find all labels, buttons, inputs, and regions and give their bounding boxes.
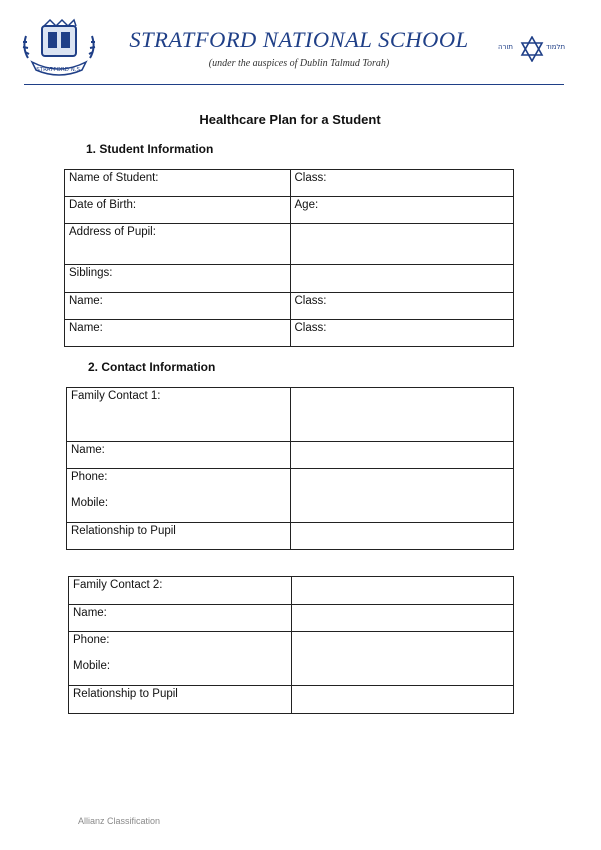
form-field-label[interactable]: Siblings: [65, 265, 291, 293]
hebrew-right-text: תלמוד [546, 43, 566, 51]
table-row [69, 632, 514, 686]
table-row [67, 388, 514, 442]
form-field-label[interactable]: Name: [69, 605, 292, 632]
form-field-label[interactable]: Date of Birth: [65, 197, 291, 224]
form-field-label[interactable]: Address of Pupil: [65, 224, 291, 265]
form-field-label[interactable]: Class: [290, 320, 514, 347]
form-field-value[interactable] [290, 388, 513, 442]
hebrew-left-text: תורה [498, 43, 514, 51]
table-row [67, 442, 514, 469]
table-row [65, 197, 514, 224]
form-field-value[interactable] [290, 523, 513, 550]
hebrew-emblem [498, 36, 568, 62]
school-subtitle: (under the auspices of Dublin Talmud Torah) [208, 58, 390, 69]
student-information-table [64, 169, 514, 347]
table-row [65, 293, 514, 320]
form-field-value[interactable] [290, 265, 514, 293]
form-field-label[interactable]: Name of Student: [65, 170, 291, 197]
table-row [65, 320, 514, 347]
form-field-label[interactable]: Family Contact 2: [69, 577, 292, 605]
star-of-david-icon [520, 36, 544, 62]
table-row [65, 170, 514, 197]
table-row [65, 265, 514, 293]
form-field-label[interactable]: Phone: Mobile: [67, 469, 291, 523]
form-field-value[interactable] [291, 632, 513, 686]
form-field-value[interactable] [290, 469, 513, 523]
form-field-label[interactable]: Class: [290, 293, 514, 320]
footer-classification: Allianz Classification [78, 816, 161, 826]
school-crest-icon [20, 18, 98, 76]
form-field-label[interactable]: Name: [65, 293, 291, 320]
form-field-label[interactable]: Name: [67, 442, 291, 469]
form-field-label[interactable]: Family Contact 1: [67, 388, 291, 442]
form-field-value[interactable] [291, 605, 513, 632]
form-field-label[interactable]: Phone: Mobile: [69, 632, 292, 686]
form-field-label[interactable]: Age: [290, 197, 514, 224]
logo-caption: STRATFORD N.S. [36, 67, 82, 73]
form-field-label[interactable]: Class: [290, 170, 514, 197]
section-1-heading: 1. Student Information [86, 142, 214, 156]
table-row [67, 469, 514, 523]
form-field-value[interactable] [291, 577, 513, 605]
family-contact-1-table [66, 387, 514, 550]
section-2-heading: 2. Contact Information [88, 360, 216, 374]
form-field-value[interactable] [290, 442, 513, 469]
table-row [69, 605, 514, 632]
table-row [67, 523, 514, 550]
header-divider [24, 84, 564, 85]
document-title: Healthcare Plan for a Student [199, 112, 381, 127]
school-name: STRATFORD NATIONAL SCHOOL [129, 27, 469, 52]
form-field-label[interactable]: Relationship to Pupil [67, 523, 291, 550]
family-contact-2-table [68, 576, 514, 714]
table-row [69, 577, 514, 605]
form-field-label[interactable]: Name: [65, 320, 291, 347]
table-row [69, 686, 514, 714]
table-row [65, 224, 514, 265]
form-field-label[interactable]: Relationship to Pupil [69, 686, 292, 714]
form-field-value[interactable] [290, 224, 514, 265]
form-field-value[interactable] [291, 686, 513, 714]
